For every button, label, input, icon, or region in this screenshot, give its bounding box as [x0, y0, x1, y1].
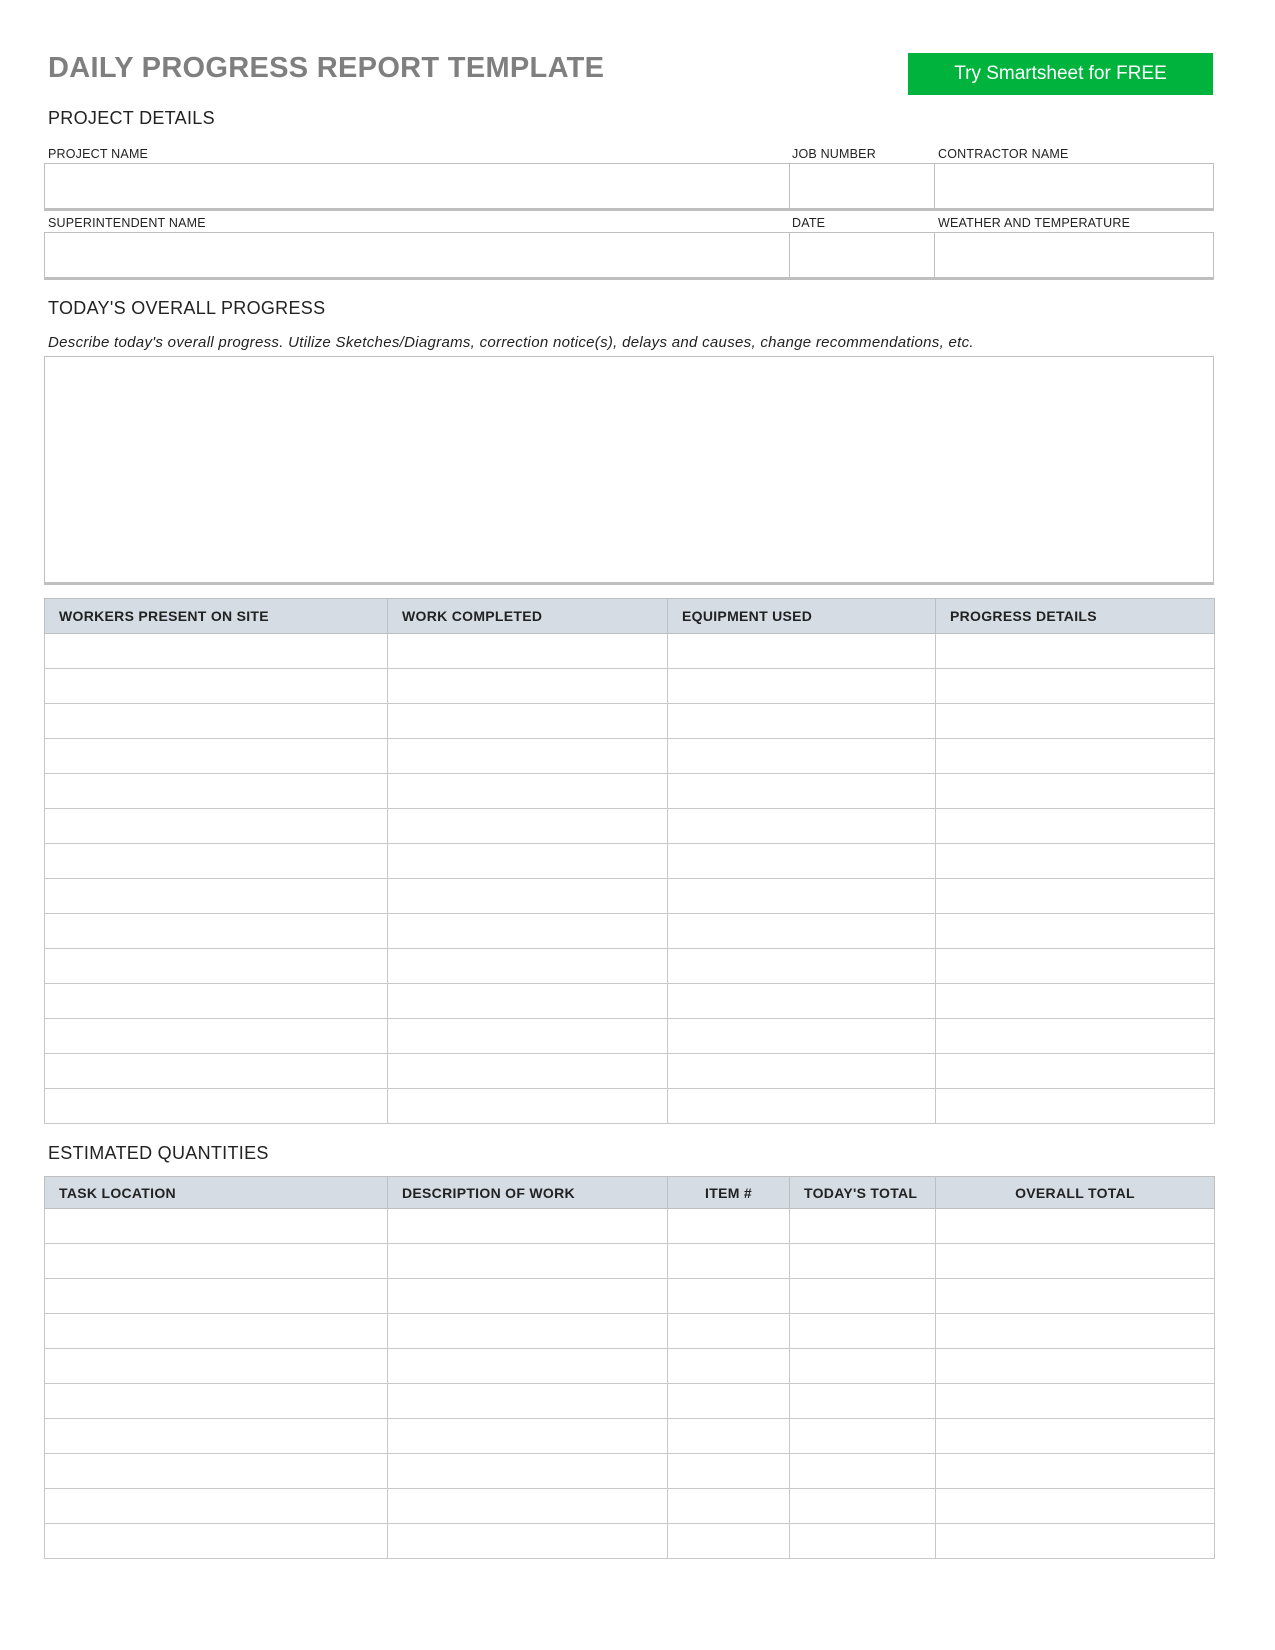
table-cell[interactable] — [936, 1279, 1215, 1314]
table-cell[interactable] — [45, 1209, 388, 1244]
table-cell[interactable] — [936, 1419, 1215, 1454]
table-cell[interactable] — [936, 949, 1215, 984]
table-row — [45, 1349, 1215, 1384]
table-cell[interactable] — [936, 774, 1215, 809]
table-cell[interactable] — [388, 1524, 668, 1559]
table-cell[interactable] — [45, 844, 388, 879]
table-cell[interactable] — [45, 1019, 388, 1054]
table-cell[interactable] — [45, 879, 388, 914]
table-cell[interactable] — [668, 1454, 790, 1489]
table-cell[interactable] — [790, 1454, 936, 1489]
workers-table-header — [45, 599, 1215, 634]
table-cell[interactable] — [388, 914, 668, 949]
table-cell[interactable] — [936, 1454, 1215, 1489]
table-row — [45, 739, 1215, 774]
table-cell[interactable] — [668, 739, 936, 774]
project-name-label: PROJECT NAME — [48, 147, 149, 161]
table-row — [45, 844, 1215, 879]
col-todays-total: TODAY'S TOTAL — [790, 1177, 936, 1209]
table-cell[interactable] — [388, 1454, 668, 1489]
table-cell[interactable] — [936, 879, 1215, 914]
table-cell[interactable] — [936, 1209, 1215, 1244]
table-cell[interactable] — [668, 1089, 936, 1124]
col-progress-details: PROGRESS DETAILS — [936, 599, 1215, 634]
superintendent-name-label: SUPERINTENDENT NAME — [48, 216, 206, 230]
col-workers-present: WORKERS PRESENT ON SITE — [45, 599, 388, 634]
contractor-name-label: CONTRACTOR NAME — [938, 147, 1069, 161]
table-cell[interactable] — [388, 1384, 668, 1419]
table-cell[interactable] — [388, 1419, 668, 1454]
table-cell[interactable] — [936, 1054, 1215, 1089]
table-cell[interactable] — [936, 669, 1215, 704]
weather-field[interactable] — [934, 233, 1213, 277]
table-cell[interactable] — [668, 1349, 790, 1384]
table-cell[interactable] — [936, 1349, 1215, 1384]
table-cell[interactable] — [388, 739, 668, 774]
table-cell[interactable] — [388, 1244, 668, 1279]
table-cell[interactable] — [388, 774, 668, 809]
table-row — [45, 1244, 1215, 1279]
table-cell[interactable] — [790, 1524, 936, 1559]
table-cell[interactable] — [45, 1349, 388, 1384]
table-row — [45, 1314, 1215, 1349]
table-cell[interactable] — [388, 879, 668, 914]
table-cell[interactable] — [45, 1489, 388, 1524]
quantities-table-header — [45, 1177, 1215, 1209]
estimated-quantities-heading: ESTIMATED QUANTITIES — [48, 1143, 269, 1163]
table-cell[interactable] — [45, 1279, 388, 1314]
table-cell[interactable] — [45, 1054, 388, 1089]
table-cell[interactable] — [668, 1489, 790, 1524]
table-cell[interactable] — [388, 949, 668, 984]
job-number-field[interactable] — [789, 164, 935, 208]
table-cell[interactable] — [790, 1209, 936, 1244]
table-cell[interactable] — [668, 1314, 790, 1349]
table-row — [45, 774, 1215, 809]
col-description-of-work: DESCRIPTION OF WORK — [388, 1177, 668, 1209]
workers-table — [44, 598, 1215, 1124]
table-row — [45, 1384, 1215, 1419]
table-cell[interactable] — [790, 1314, 936, 1349]
table-cell[interactable] — [668, 669, 936, 704]
quantities-table — [44, 1176, 1215, 1559]
table-cell[interactable] — [388, 1019, 668, 1054]
table-cell[interactable] — [45, 914, 388, 949]
table-cell[interactable] — [668, 634, 936, 669]
table-cell[interactable] — [45, 1384, 388, 1419]
table-cell[interactable] — [936, 809, 1215, 844]
table-cell[interactable] — [936, 844, 1215, 879]
overall-progress-textarea[interactable] — [44, 356, 1214, 585]
overall-progress-heading: TODAY'S OVERALL PROGRESS — [48, 298, 326, 318]
table-cell[interactable] — [388, 984, 668, 1019]
table-cell[interactable] — [668, 1279, 790, 1314]
col-item-number: ITEM # — [668, 1177, 790, 1209]
table-row — [45, 1054, 1215, 1089]
table-cell[interactable] — [936, 1019, 1215, 1054]
table-cell[interactable] — [936, 634, 1215, 669]
table-cell[interactable] — [45, 1524, 388, 1559]
contractor-name-field[interactable] — [934, 164, 1213, 208]
table-row — [45, 1419, 1215, 1454]
table-cell[interactable] — [668, 1054, 936, 1089]
table-cell[interactable] — [936, 1314, 1215, 1349]
table-cell[interactable] — [790, 1349, 936, 1384]
table-cell[interactable] — [45, 1089, 388, 1124]
table-cell[interactable] — [936, 984, 1215, 1019]
table-cell[interactable] — [936, 1244, 1215, 1279]
table-cell[interactable] — [45, 809, 388, 844]
superintendent-name-field[interactable] — [45, 233, 790, 277]
table-row — [45, 1489, 1215, 1524]
col-overall-total: OVERALL TOTAL — [936, 1177, 1215, 1209]
table-cell[interactable] — [790, 1279, 936, 1314]
table-cell[interactable] — [790, 1244, 936, 1279]
try-smartsheet-button[interactable]: Try Smartsheet for FREE — [908, 53, 1213, 95]
table-cell[interactable] — [45, 669, 388, 704]
project-details-row1 — [44, 163, 1214, 211]
date-label: DATE — [792, 216, 826, 230]
table-cell[interactable] — [668, 879, 936, 914]
table-cell[interactable] — [668, 704, 936, 739]
table-cell[interactable] — [45, 1419, 388, 1454]
table-row — [45, 1209, 1215, 1244]
table-cell[interactable] — [388, 669, 668, 704]
table-cell[interactable] — [668, 844, 936, 879]
table-cell[interactable] — [45, 774, 388, 809]
table-cell[interactable] — [45, 949, 388, 984]
table-cell[interactable] — [45, 1454, 388, 1489]
table-cell[interactable] — [936, 1524, 1215, 1559]
table-cell[interactable] — [45, 1314, 388, 1349]
table-cell[interactable] — [388, 1279, 668, 1314]
table-row — [45, 914, 1215, 949]
table-row — [45, 1019, 1215, 1054]
table-cell[interactable] — [388, 1089, 668, 1124]
table-cell[interactable] — [936, 1089, 1215, 1124]
table-cell[interactable] — [45, 739, 388, 774]
table-cell[interactable] — [45, 704, 388, 739]
table-row — [45, 984, 1215, 1019]
table-cell[interactable] — [668, 1019, 936, 1054]
table-cell[interactable] — [936, 1384, 1215, 1419]
project-details-heading: PROJECT DETAILS — [48, 108, 215, 128]
table-row — [45, 1089, 1215, 1124]
table-cell[interactable] — [790, 1384, 936, 1419]
table-cell[interactable] — [668, 1419, 790, 1454]
page-title: DAILY PROGRESS REPORT TEMPLATE — [48, 52, 605, 84]
table-row — [45, 669, 1215, 704]
table-cell[interactable] — [668, 914, 936, 949]
table-cell[interactable] — [668, 774, 936, 809]
table-row — [45, 634, 1215, 669]
project-name-field[interactable] — [45, 164, 790, 208]
table-cell[interactable] — [388, 1054, 668, 1089]
table-row — [45, 949, 1215, 984]
table-cell[interactable] — [388, 1349, 668, 1384]
table-cell[interactable] — [668, 809, 936, 844]
overall-progress-instructions: Describe today's overall progress. Utilize Sketches/Diagrams, correction notice(s), delays and causes, change recommendations, etc. — [48, 334, 974, 351]
project-details-row2 — [44, 232, 1214, 280]
table-row — [45, 1454, 1215, 1489]
table-cell[interactable] — [388, 704, 668, 739]
table-cell[interactable] — [790, 1489, 936, 1524]
table-cell[interactable] — [45, 1244, 388, 1279]
table-cell[interactable] — [936, 704, 1215, 739]
table-cell[interactable] — [790, 1419, 936, 1454]
table-cell[interactable] — [388, 809, 668, 844]
table-cell[interactable] — [45, 984, 388, 1019]
date-field[interactable] — [789, 233, 935, 277]
table-cell[interactable] — [936, 1489, 1215, 1524]
table-row — [45, 1279, 1215, 1314]
table-cell[interactable] — [388, 1489, 668, 1524]
table-cell[interactable] — [668, 984, 936, 1019]
table-row — [45, 704, 1215, 739]
table-cell[interactable] — [388, 634, 668, 669]
table-cell[interactable] — [936, 739, 1215, 774]
table-cell[interactable] — [668, 1209, 790, 1244]
table-cell[interactable] — [388, 844, 668, 879]
table-cell[interactable] — [936, 914, 1215, 949]
table-cell[interactable] — [668, 1384, 790, 1419]
table-cell[interactable] — [45, 634, 388, 669]
col-work-completed: WORK COMPLETED — [388, 599, 668, 634]
table-cell[interactable] — [668, 1524, 790, 1559]
table-row — [45, 879, 1215, 914]
job-number-label: JOB NUMBER — [792, 147, 876, 161]
table-cell[interactable] — [668, 1244, 790, 1279]
table-cell[interactable] — [388, 1209, 668, 1244]
table-cell[interactable] — [388, 1314, 668, 1349]
col-task-location: TASK LOCATION — [45, 1177, 388, 1209]
table-row — [45, 1524, 1215, 1559]
table-cell[interactable] — [668, 949, 936, 984]
col-equipment-used: EQUIPMENT USED — [668, 599, 936, 634]
weather-label: WEATHER AND TEMPERATURE — [938, 216, 1131, 230]
table-row — [45, 809, 1215, 844]
